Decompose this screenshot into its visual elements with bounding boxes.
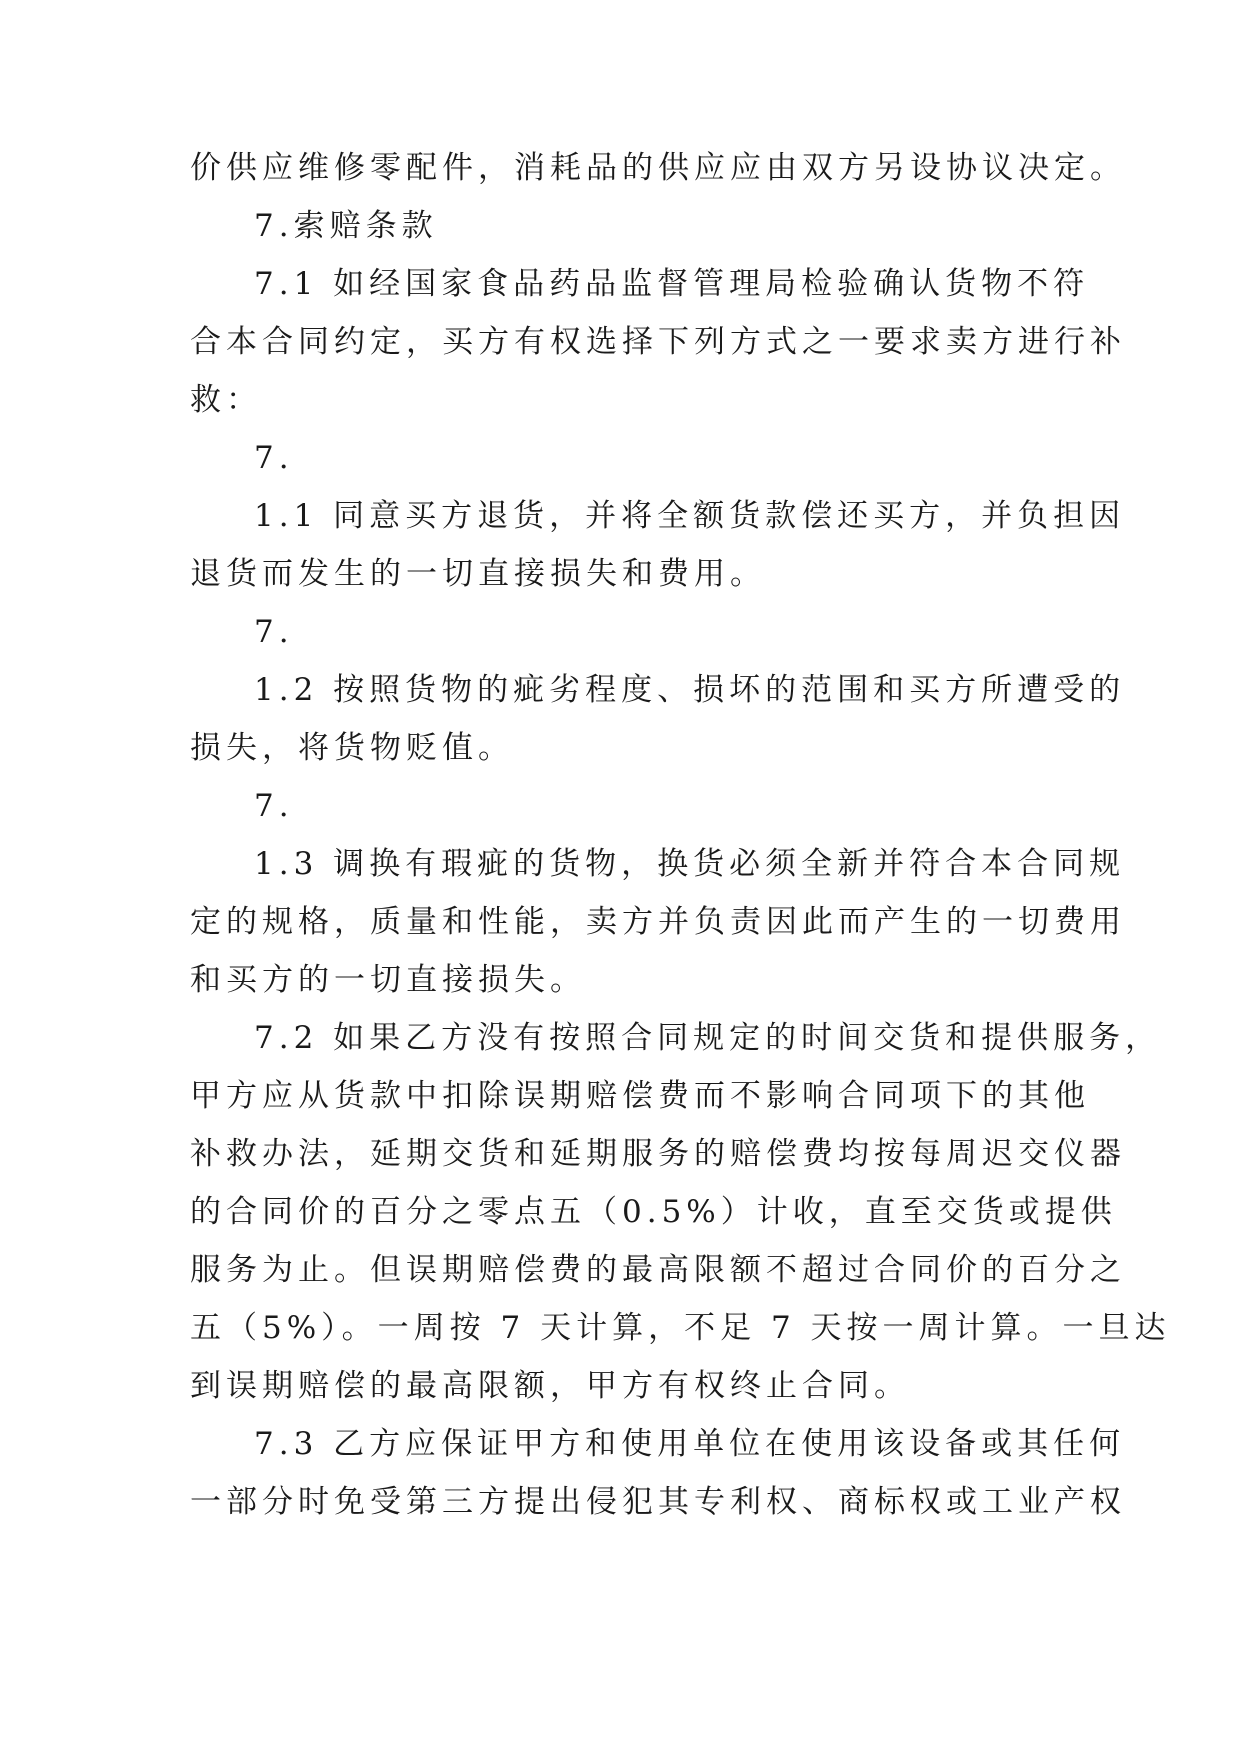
section-heading-claims: 7.索赔条款 [254,208,438,244]
clause-7-2-line-5: 服务为止。但误期赔偿费的最高限额不超过合同价的百分之 [190,1252,1126,1288]
clause-7-2-line-3: 补救办法，延期交货和延期服务的赔偿费均按每周迟交仪器 [190,1136,1126,1172]
clause-1-3-line-2: 定的规格，质量和性能，卖方并负责因此而产生的一切费用 [190,904,1126,940]
clause-1-1-line-1: 1.1 同意买方退货，并将全额货款偿还买方，并负担因 [254,498,1126,534]
text-line-continuation: 价供应维修零配件，消耗品的供应应由双方另设协议决定。 [190,150,1126,186]
clause-1-3-line-3: 和买方的一切直接损失。 [190,962,586,998]
clause-number-fragment: 7. [254,440,294,476]
clause-7-2-line-4: 的合同价的百分之零点五（0.5%）计收，直至交货或提供 [190,1194,1117,1230]
clause-number-fragment: 7. [254,788,294,824]
clause-1-2-line-2: 损失，将货物贬值。 [190,730,514,766]
clause-7-1-line-2: 合本合同约定，买方有权选择下列方式之一要求卖方进行补 [190,324,1126,360]
clause-7-1-line-1: 7.1 如经国家食品药品监督管理局检验确认货物不符 [254,266,1090,302]
clause-7-2-line-2: 甲方应从货款中扣除误期赔偿费而不影响合同项下的其他 [190,1078,1090,1114]
clause-1-3-line-1: 1.3 调换有瑕疵的货物，换货必须全新并符合本合同规 [254,846,1126,882]
clause-number-fragment: 7. [254,614,294,650]
clause-7-2-line-1: 7.2 如果乙方没有按照合同规定的时间交货和提供服务， [254,1020,1162,1056]
clause-7-2-line-6: 五（5%）。一周按 7 天计算，不足 7 天按一周计算。一旦达 [190,1310,1171,1346]
clause-7-3-line-2: 一部分时免受第三方提出侵犯其专利权、商标权或工业产权 [190,1484,1126,1520]
clause-1-1-line-2: 退货而发生的一切直接损失和费用。 [190,556,766,592]
clause-7-3-line-1: 7.3 乙方应保证甲方和使用单位在使用该设备或其任何 [254,1426,1126,1462]
clause-7-2-line-7: 到误期赔偿的最高限额，甲方有权终止合同。 [190,1368,910,1404]
clause-1-2-line-1: 1.2 按照货物的疵劣程度、损坏的范围和买方所遭受的 [254,672,1126,708]
clause-7-1-line-3: 救： [190,382,262,418]
